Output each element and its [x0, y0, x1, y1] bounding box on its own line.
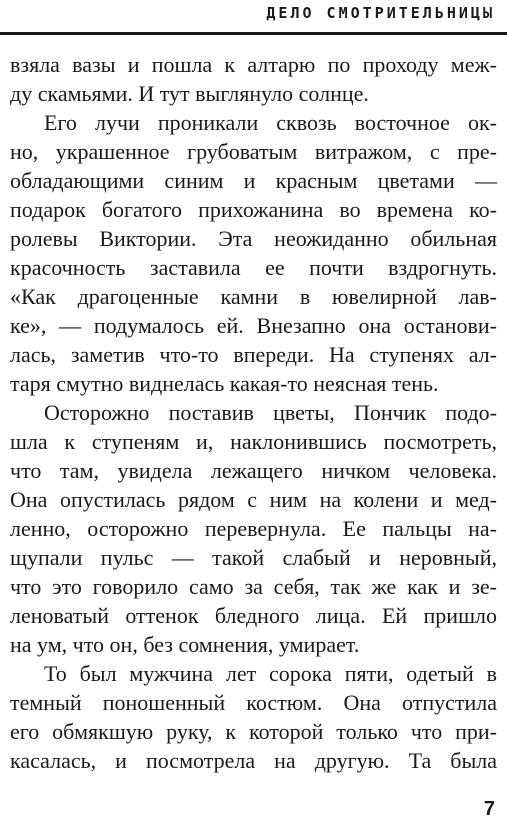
- text-line: подарок богатого прихожанина во времена ко-: [10, 197, 497, 222]
- text-line: Его лучи проникали сквозь восточное ок-: [44, 110, 497, 135]
- text-line: леноватый оттенок бледного лица. Ей пришло: [10, 603, 497, 628]
- text-line: ленно, осторожно перевернула. Ее пальцы на-: [10, 516, 497, 541]
- text-line: что это говорило само за себя, так же как и зе-: [10, 574, 497, 599]
- text-line: что там, увидела лежащего ничком человека.: [10, 458, 497, 483]
- text-line: обладающими синим и красным цветами —: [10, 168, 497, 193]
- text-line: щупали пульс — такой слабый и неровный,: [10, 545, 497, 570]
- text-line: шла к ступеням и, наклонившись посмотреть,: [10, 429, 497, 454]
- header-rule: [0, 32, 507, 35]
- text-line: но, украшенное грубоватым витражом, с пре-: [10, 139, 497, 164]
- text-line: касалась, и посмотрела на другую. Та была: [10, 748, 497, 773]
- text-line: на ум, что он, без сомнения, умирает.: [10, 632, 360, 657]
- text-line: ролевы Виктории. Эта неожиданно обильная: [10, 226, 497, 251]
- text-line: То был мужчина лет сорока пяти, одетый в: [44, 661, 497, 686]
- text-line: взяла вазы и пошла к алтарю по проходу меж-: [10, 52, 497, 77]
- text-line: таря смутно виднелась какая-то неясная тень.: [10, 371, 439, 396]
- text-line: Осторожно поставив цветы, Пончик подо-: [44, 400, 497, 425]
- text-line: ке», — подумалось ей. Внезапно она останови-: [10, 313, 497, 338]
- text-line: лась, заметив что-то впереди. На ступенях ал-: [10, 342, 497, 367]
- running-head: ДЕЛО СМОТРИТЕЛЬНИЦЫ: [266, 4, 495, 22]
- text-line: Она опустилась рядом с ним на колени и мед-: [10, 487, 497, 512]
- text-line: темный поношенный костюм. Она отпустила: [10, 690, 497, 715]
- text-line: красочность заставила ее почти вздрогнуть.: [10, 255, 497, 280]
- body-text: [10, 50, 497, 775]
- text-line: «Как драгоценные камни в ювелирной лав-: [10, 284, 497, 309]
- text-line: ду скамьями. И тут выглянуло солнце.: [10, 81, 369, 106]
- page-number: 7: [483, 798, 495, 820]
- text-line: его обмякшую руку, к которой только что при-: [10, 719, 497, 744]
